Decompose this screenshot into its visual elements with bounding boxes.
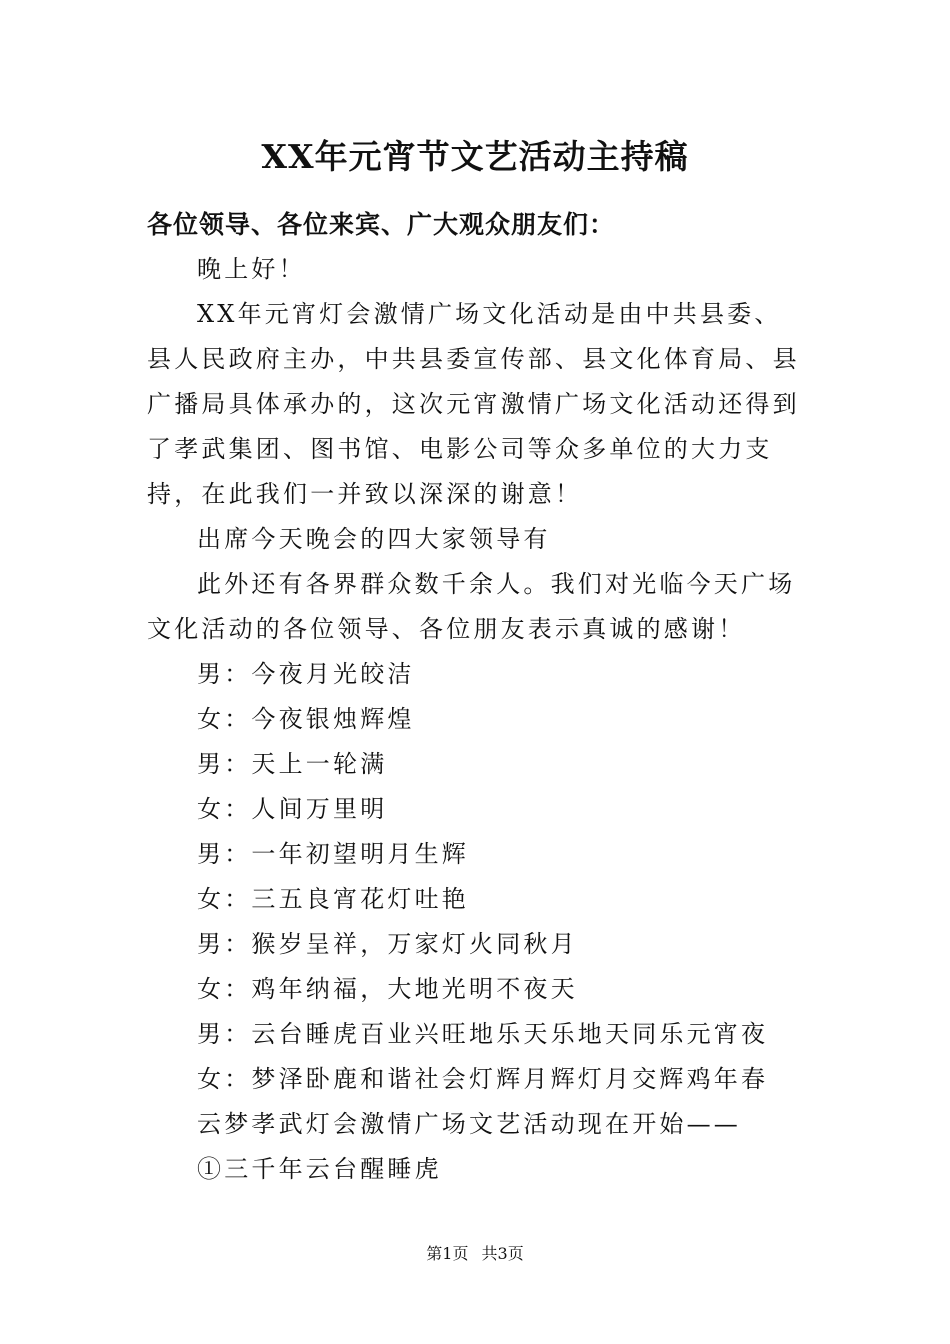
salutation: 各位领导、各位来宾、广大观众朋友们：	[147, 210, 616, 239]
document-body	[147, 247, 805, 1192]
dialogue-line: 男：天上一轮满	[197, 750, 388, 778]
dialogue-line: 女：三五良宵花灯吐艳	[197, 885, 469, 913]
dialogue-line: 女：人间万里明	[197, 795, 388, 823]
dialogue-line: 男：一年初望明月生辉	[197, 840, 469, 868]
dialogue-line: 女：鸡年纳福，大地光明不夜天	[197, 975, 578, 1003]
paragraph: 出席今天晚会的四大家领导有	[197, 525, 551, 553]
paragraph: 云梦孝武灯会激情广场文艺活动现在开始——	[197, 1110, 741, 1138]
paragraph: 晚上好！	[197, 255, 306, 283]
dialogue-line: 男：猴岁呈祥，万家灯火同秋月	[197, 930, 578, 958]
list-item: ①三千年云台醒睡虎	[197, 1155, 442, 1183]
dialogue-line: 女：今夜银烛辉煌	[197, 705, 415, 733]
paragraph: XX年元宵灯会激情广场文化活动是由中共县委、县人民政府主办，中共县委宣传部、县文化体育局、县广播局具体承办的，这次元宵激情广场文化活动还得到了孝武集团、图书馆、电影公司等众多单位的大力支持，在此我们一并致以深深的谢意！	[147, 300, 800, 508]
page-number: 第1页	[426, 1244, 469, 1263]
document-title: XX年元宵节文艺活动主持稿	[261, 137, 689, 176]
dialogue-line: 男：今夜月光皎洁	[197, 660, 415, 688]
page-footer	[0, 1242, 950, 1266]
page-total: 共3页	[481, 1244, 524, 1263]
dialogue-line: 男：云台睡虎百业兴旺地乐天乐地天同乐元宵夜	[197, 1020, 769, 1048]
dialogue-line: 女：梦泽卧鹿和谐社会灯辉月辉灯月交辉鸡年春	[197, 1065, 769, 1093]
paragraph: 此外还有各界群众数千余人。我们对光临今天广场文化活动的各位领导、各位朋友表示真诚的感谢！	[147, 570, 796, 643]
